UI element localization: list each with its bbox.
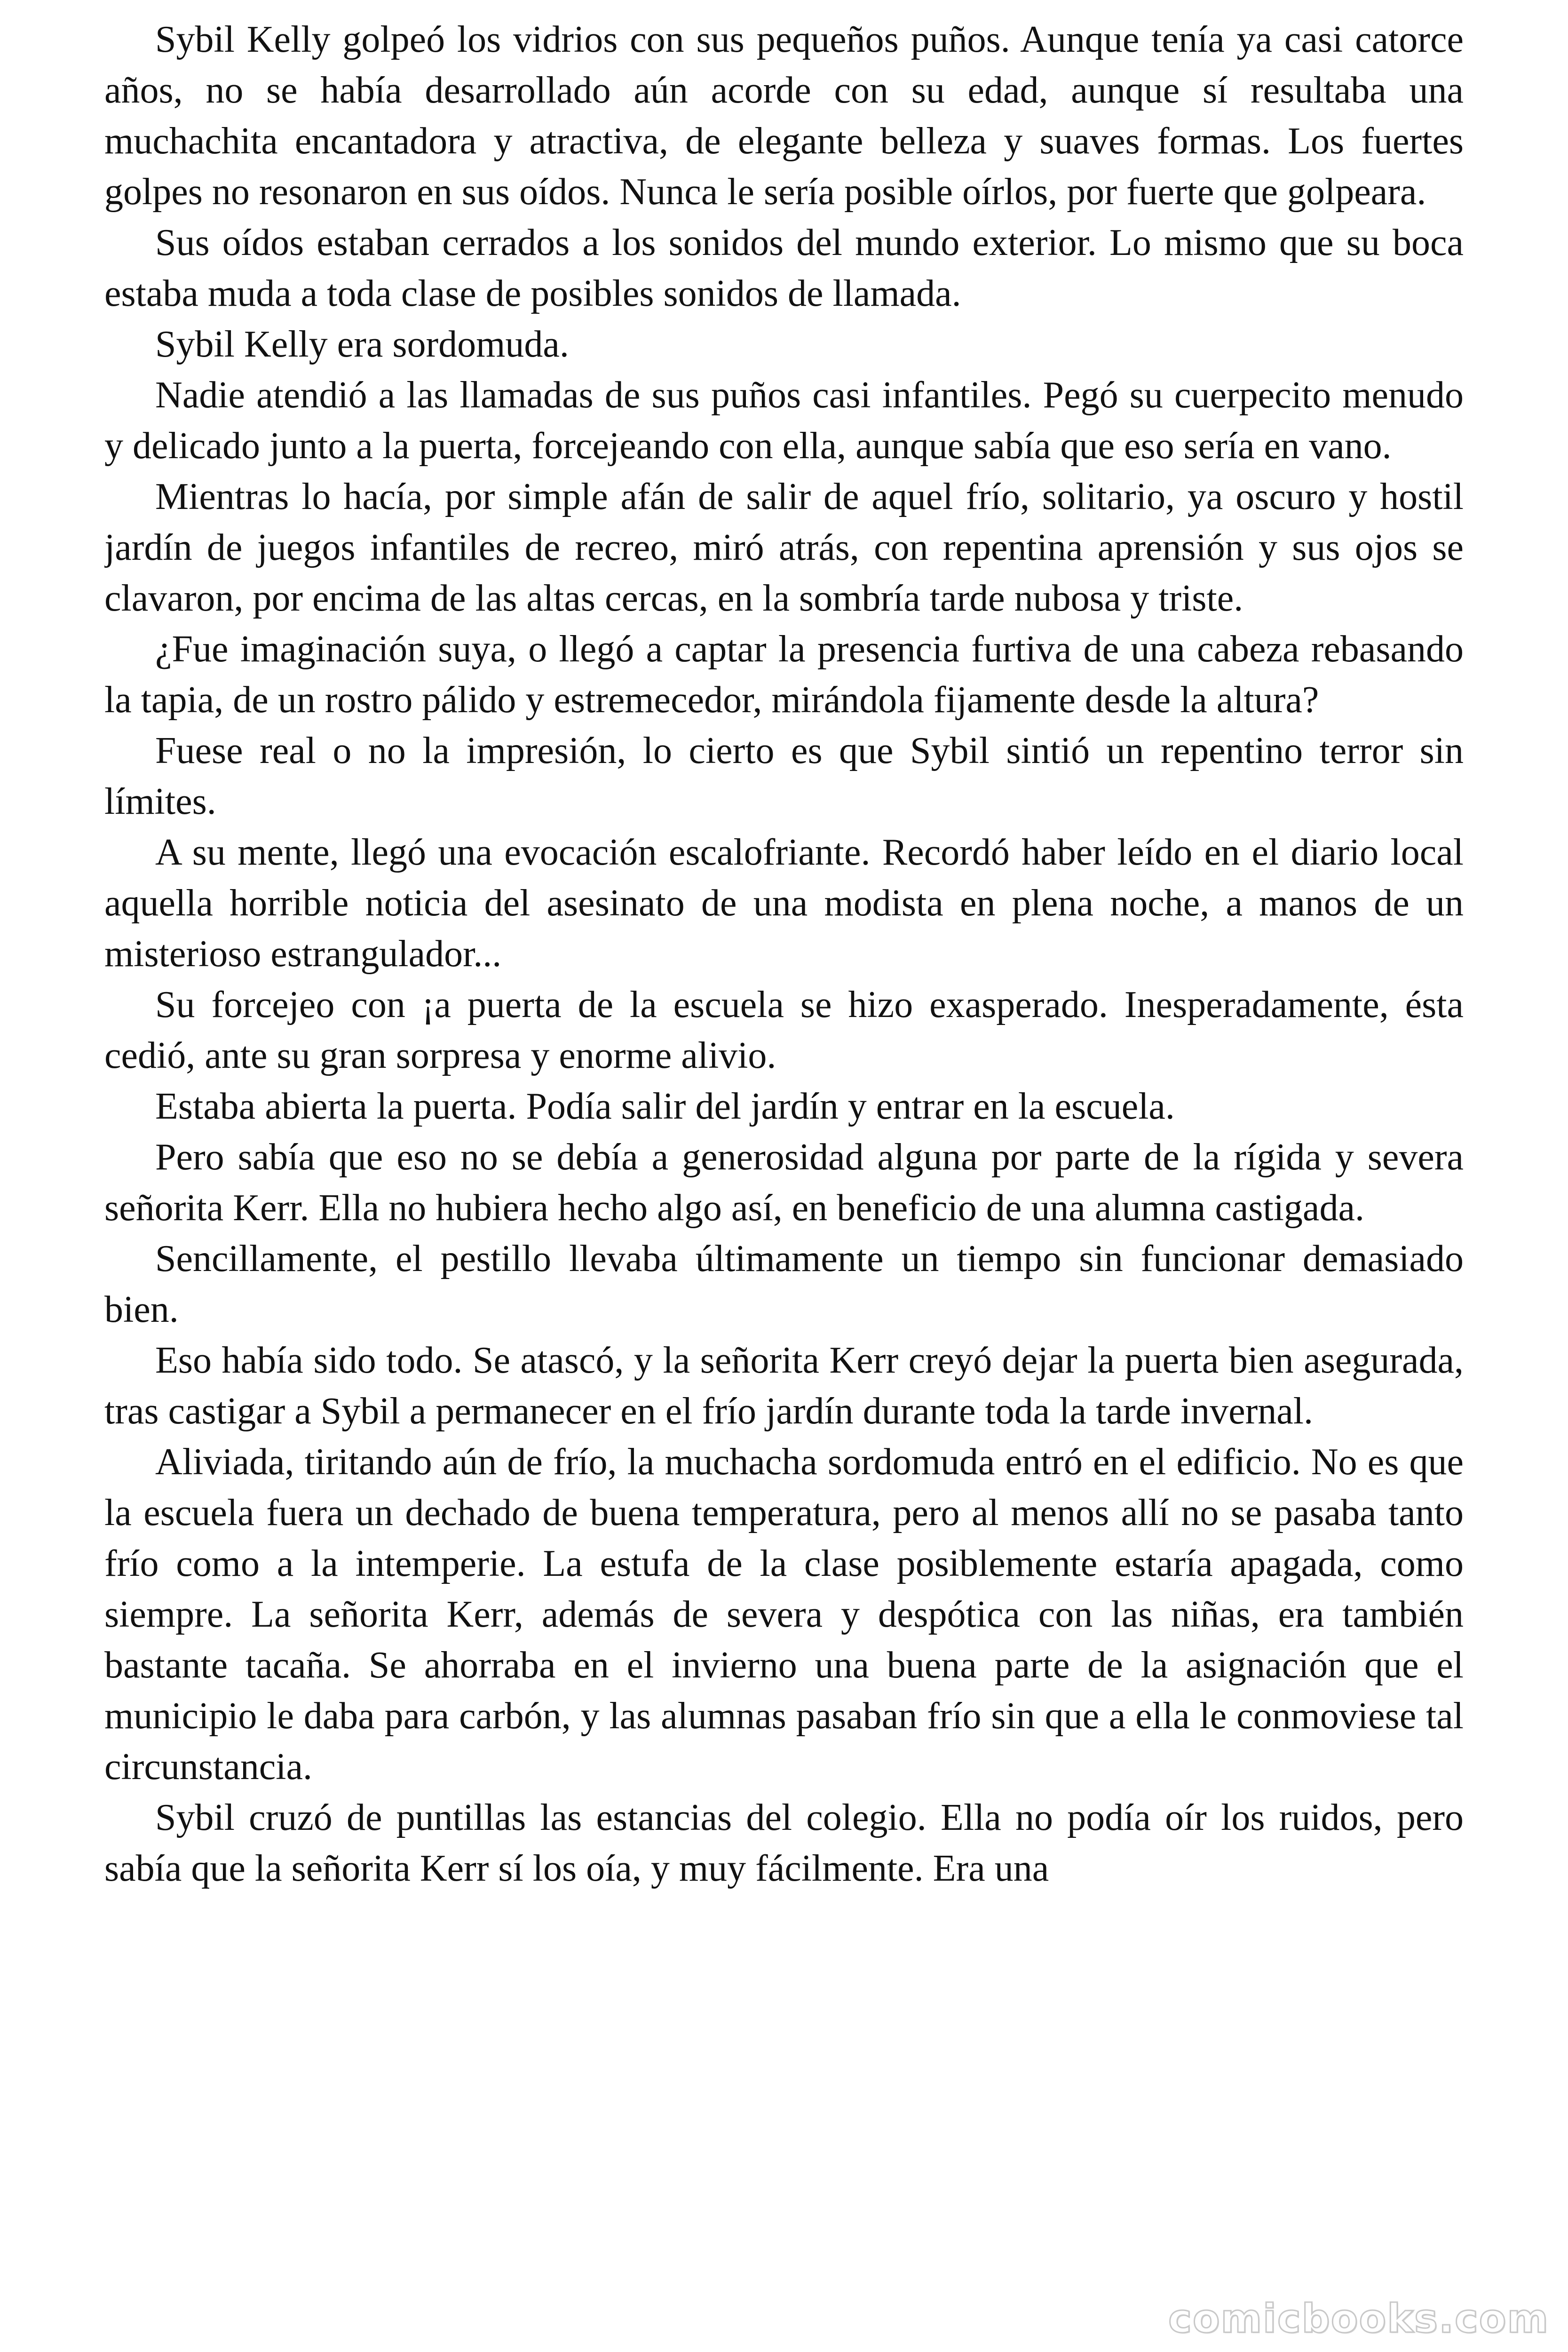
paragraph-14: Aliviada, tiritando aún de frío, la muchacha sordomuda entró en el edificio. No es que la escuela fuera un dechado de buena temperatura, pero al menos allí no se pasaba tanto frío como a la intemperie. La estufa de la clase posiblemente estaría apagada, como siempre. La señorita Kerr, además de severa y despótica con las niñas, era también bastante tacaña. Se ahorraba en el invierno una buena parte de la asignación que el municipio le daba para carbón, y las alumnas pasaban frío sin que a ella le conmoviese tal circunstancia. [104, 1441, 1464, 1788]
paragraph-5: Mientras lo hacía, por simple afán de salir de aquel frío, solitario, ya oscuro y hostil jardín de juegos infantiles de recreo, miró atrás, con repentina aprensión y sus ojos se clavaron, por encima de las altas cercas, en la sombría tarde nubosa y triste. [104, 476, 1464, 619]
paragraph-1: Sybil Kelly golpeó los vidrios con sus pequeños puños. Aunque tenía ya casi catorce años, no se había desarrollado aún acorde con su edad, aunque sí resultaba una muchachita encantadora y atractiva, de elegante belleza y suaves formas. Los fuertes golpes no resonaron en sus oídos. Nunca le sería posible oírlos, por fuerte que golpeara. [104, 19, 1464, 213]
paragraph-8: A su mente, llegó una evocación escalofriante. Recordó haber leído en el diario local aquella horrible noticia del asesinato de una modista en plena noche, a manos de un misterioso estrangulador... [104, 832, 1464, 975]
paragraph-7: Fuese real o no la impresión, lo cierto es que Sybil sintió un repentino terror sin límites. [104, 730, 1464, 822]
document-page [104, 14, 1464, 2338]
paragraph-12: Sencillamente, el pestillo llevaba últimamente un tiempo sin funcionar demasiado bien. [104, 1238, 1464, 1330]
paragraph-13: Eso había sido todo. Se atascó, y la señorita Kerr creyó dejar la puerta bien asegurada, tras castigar a Sybil a permanecer en el frío jardín durante toda la tarde invernal. [104, 1340, 1464, 1432]
paragraph-3: Sybil Kelly era sordomuda. [155, 324, 569, 365]
watermark-logo: comicbooks.com [1168, 2296, 1549, 2342]
paragraph-9: Su forcejeo con ¡a puerta de la escuela se hizo exasperado. Inesperadamente, ésta cedió, ante su gran sorpresa y enorme alivio. [104, 984, 1464, 1076]
paragraph-11: Pero sabía que eso no se debía a generosidad alguna por parte de la rígida y severa señorita Kerr. Ella no hubiera hecho algo así, en beneficio de una alumna castigada. [104, 1136, 1464, 1229]
paragraph-6: ¿Fue imaginación suya, o llegó a captar la presencia furtiva de una cabeza rebasando la tapia, de un rostro pálido y estremecedor, mirándola fijamente desde la altura? [104, 628, 1464, 721]
paragraph-4: Nadie atendió a las llamadas de sus puños casi infantiles. Pegó su cuerpecito menudo y delicado junto a la puerta, forcejeando con ella, aunque sabía que eso sería en vano. [104, 374, 1464, 467]
paragraph-10: Estaba abierta la puerta. Podía salir del jardín y entrar en la escuela. [155, 1086, 1175, 1127]
paragraph-2: Sus oídos estaban cerrados a los sonidos del mundo exterior. Lo mismo que su boca estaba muda a toda clase de posibles sonidos de llamada. [104, 222, 1464, 314]
paragraph-15: Sybil cruzó de puntillas las estancias del colegio. Ella no podía oír los ruidos, pero sabía que la señorita Kerr sí los oía, y muy fácilmente. Era una [104, 1797, 1464, 1889]
